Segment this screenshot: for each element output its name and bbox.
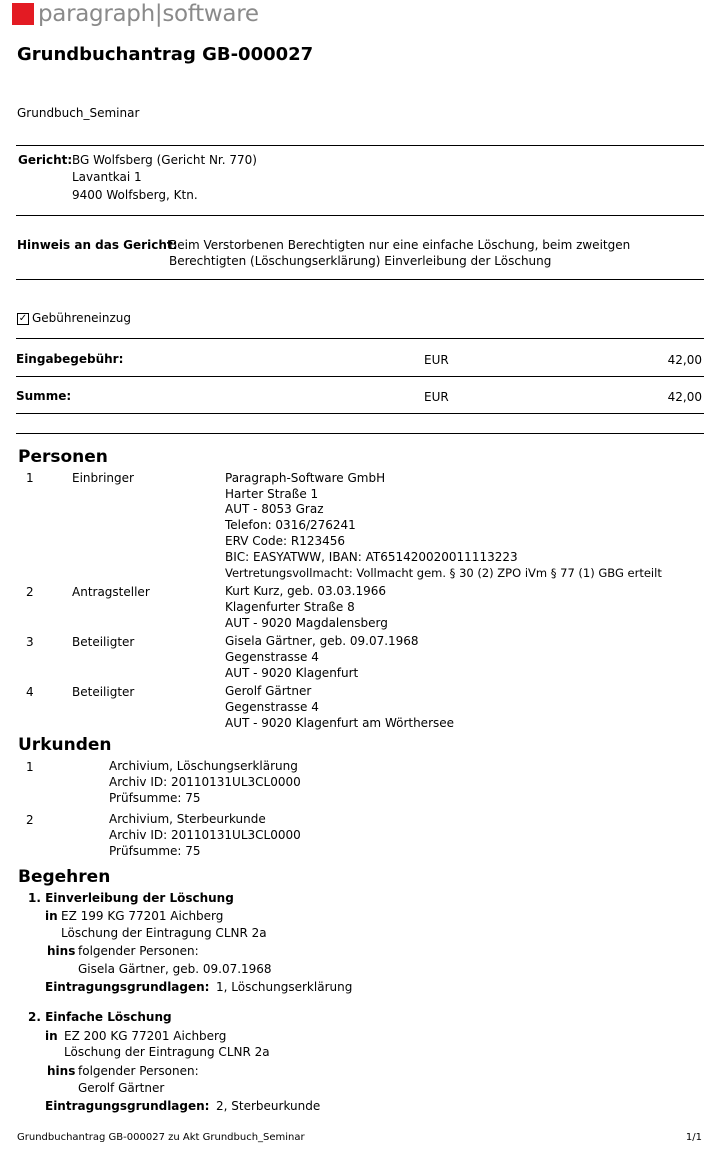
begehren-person: Gerolf Gärtner xyxy=(78,1081,165,1095)
personen-heading: Personen xyxy=(18,447,108,467)
person-line: Kurt Kurz, geb. 03.03.1966 xyxy=(225,584,387,598)
person-line: Gisela Gärtner, geb. 09.07.1968 xyxy=(225,634,419,648)
eingabegebuehr-label: Eingabegebühr: xyxy=(16,352,124,366)
begehren-in-value: EZ 200 KG 77201 Aichberg xyxy=(64,1029,227,1043)
hinweis-label: Hinweis an das Gericht: xyxy=(17,238,178,252)
begehren-action: Löschung der Eintragung CLNR 2a xyxy=(64,1045,270,1059)
person-line: AUT - 9020 Magdalensberg xyxy=(225,616,388,630)
person-nr: 3 xyxy=(26,635,34,649)
person-role: Beteiligter xyxy=(72,635,135,649)
urkunde-nr: 2 xyxy=(26,813,34,827)
gericht-label: Gericht: xyxy=(18,153,73,167)
person-line: Gegenstrasse 4 xyxy=(225,650,319,664)
urkunde-line: Prüfsumme: 75 xyxy=(109,791,201,805)
person-line: Harter Straße 1 xyxy=(225,487,319,501)
page-title: Grundbuchantrag GB-000027 xyxy=(17,44,314,65)
person-line: AUT - 9020 Klagenfurt xyxy=(225,666,359,680)
urkunde-line: Prüfsumme: 75 xyxy=(109,844,201,858)
begehren-title: 2. Einfache Löschung xyxy=(28,1010,172,1024)
person-line: Gerolf Gärtner xyxy=(225,684,312,698)
begehren-grundlagen-label: Eintragungsgrundlagen: xyxy=(45,1099,210,1113)
person-nr: 4 xyxy=(26,685,34,699)
eingabegebuehr-amount: 42,00 xyxy=(667,353,702,367)
urkunde-line: Archiv ID: 20110131UL3CL0000 xyxy=(109,775,301,789)
summe-label: Summe: xyxy=(16,389,72,403)
person-line: Telefon: 0316/276241 xyxy=(225,518,356,532)
eingabegebuehr-currency: EUR xyxy=(424,353,449,367)
begehren-hins-value: folgender Personen: xyxy=(78,944,199,958)
gericht-line: Lavantkai 1 xyxy=(72,170,142,184)
akt-name: Grundbuch_Seminar xyxy=(17,106,140,120)
begehren-hins-label: hins xyxy=(47,944,76,958)
logo-text: paragraph|software xyxy=(38,1,259,27)
footer-text: Grundbuchantrag GB-000027 zu Akt Grundbuch_Seminar xyxy=(17,1132,305,1143)
person-line: BIC: EASYATWW, IBAN: AT651420020011113223 xyxy=(225,550,518,564)
urkunden-heading: Urkunden xyxy=(18,735,112,755)
person-line: Vertretungsvollmacht: Vollmacht gem. § 30 (2) ZPO iVm § 77 (1) GBG erteilt xyxy=(225,566,662,580)
hinweis-line: Berechtigten (Löschungserklärung) Einverleibung der Löschung xyxy=(169,254,552,268)
urkunde-line: Archivium, Sterbeurkunde xyxy=(109,812,266,826)
summe-amount: 42,00 xyxy=(667,390,702,404)
begehren-title: 1. Einverleibung der Löschung xyxy=(28,891,234,905)
person-role: Einbringer xyxy=(72,471,134,485)
begehren-heading: Begehren xyxy=(18,867,111,887)
gebuehreneinzug-checkbox[interactable]: ✓ xyxy=(18,313,28,324)
person-role: Antragsteller xyxy=(72,585,150,599)
urkunde-line: Archivium, Löschungserklärung xyxy=(109,759,298,773)
person-line: Gegenstrasse 4 xyxy=(225,700,319,714)
begehren-grundlagen-value: 2, Sterbeurkunde xyxy=(216,1099,321,1113)
person-line: Paragraph-Software GmbH xyxy=(225,471,386,485)
divider xyxy=(16,279,704,280)
begehren-in-value: EZ 199 KG 77201 Aichberg xyxy=(61,909,224,923)
person-nr: 1 xyxy=(26,471,34,485)
gebuehreneinzug-label: Gebühreneinzug xyxy=(32,311,132,325)
logo-square-icon xyxy=(12,3,34,25)
divider xyxy=(16,413,704,414)
begehren-in-label: in xyxy=(45,909,58,923)
hinweis-line: Beim Verstorbenen Berechtigten nur eine einfache Löschung, beim zweitgen xyxy=(169,238,631,252)
summe-currency: EUR xyxy=(424,390,449,404)
begehren-action: Löschung der Eintragung CLNR 2a xyxy=(61,926,267,940)
begehren-person: Gisela Gärtner, geb. 09.07.1968 xyxy=(78,962,272,976)
begehren-hins-value: folgender Personen: xyxy=(78,1064,199,1078)
page-number: 1/1 xyxy=(685,1132,702,1143)
begehren-grundlagen-value: 1, Löschungserklärung xyxy=(216,980,353,994)
person-line: AUT - 8053 Graz xyxy=(225,502,324,516)
divider xyxy=(16,376,704,377)
divider xyxy=(16,433,704,434)
gericht-line: 9400 Wolfsberg, Ktn. xyxy=(72,188,198,202)
divider xyxy=(16,338,704,339)
person-line: Klagenfurter Straße 8 xyxy=(225,600,355,614)
divider xyxy=(16,215,704,216)
begehren-in-label: in xyxy=(45,1029,58,1043)
person-nr: 2 xyxy=(26,585,34,599)
person-role: Beteiligter xyxy=(72,685,135,699)
urkunde-line: Archiv ID: 20110131UL3CL0000 xyxy=(109,828,301,842)
begehren-grundlagen-label: Eintragungsgrundlagen: xyxy=(45,980,210,994)
urkunde-nr: 1 xyxy=(26,760,34,774)
gericht-line: BG Wolfsberg (Gericht Nr. 770) xyxy=(72,153,257,167)
divider xyxy=(16,145,704,146)
person-line: ERV Code: R123456 xyxy=(225,534,346,548)
person-line: AUT - 9020 Klagenfurt am Wörthersee xyxy=(225,716,455,730)
begehren-hins-label: hins xyxy=(47,1064,76,1078)
